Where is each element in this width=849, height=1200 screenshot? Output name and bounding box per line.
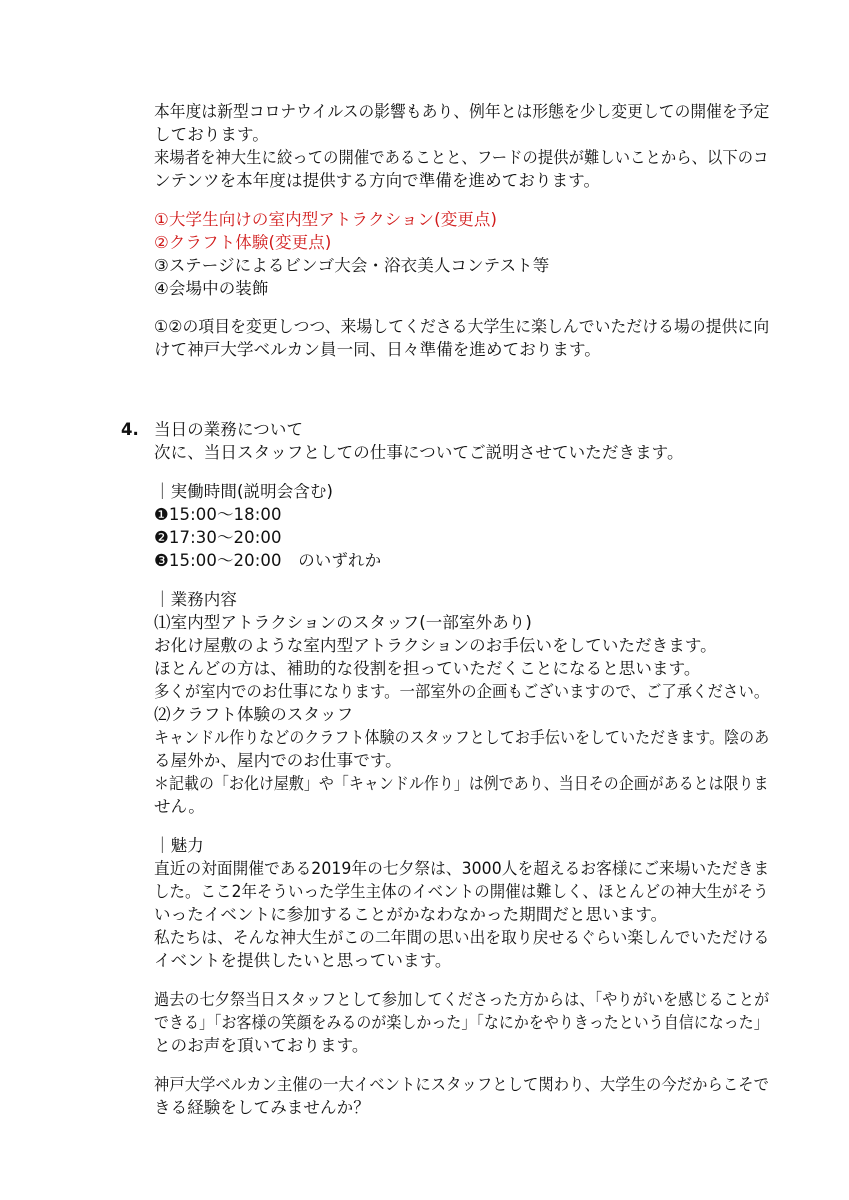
content-item-stage: ③ステージによるビンゴ大会・浴衣美人コンテスト等 [154, 256, 550, 275]
hours-slot-3: ❸15:00～20:00 のいずれか [154, 551, 382, 570]
content-item-craft-changed: ②クラフト体験(変更点) [154, 233, 332, 252]
intro-line-1: 本年度は新型コロナウイルスの影響もあり、例年とは形態を少し変更しての開催を予定 [154, 102, 770, 121]
duties-line-7: る屋外か、屋内でのお仕事です。 [154, 751, 402, 770]
hours-heading: ｜実働時間(説明会含む) [154, 482, 334, 501]
appeal-p1-line-2: した。ここ2年そういった学生主体のイベントの開催は難しく、ほとんどの神大生がそう [154, 882, 769, 901]
appeal-p1-line-5: イベントを提供したいと思っています。 [154, 951, 452, 970]
appeal-p2-line-2: できる」「お客様の笑顔をみるのが楽しかった」「なにかをやりきったという自信になった」 [154, 1013, 769, 1032]
appeal-p3-line-2: きる経験をしてみませんか？ [154, 1098, 370, 1117]
section-number: 4. [121, 420, 139, 439]
duties-line-3: ほとんどの方は、補助的な役割を担っていただくことになると思います。 [154, 659, 701, 678]
content-item-attraction-changed: ①大学生向けの室内型アトラクション(変更点) [154, 210, 498, 229]
contents-note-line-1: ①②の項目を変更しつつ、来場してくださる大学生に楽しんでいただける場の提供に向 [154, 317, 770, 336]
appeal-heading: ｜魅力 [154, 836, 204, 855]
appeal-p1-line-3: いったイベントに参加することがかなわなかった期間だと思います。 [154, 905, 668, 924]
intro-line-2: しております。 [154, 125, 269, 144]
appeal-p1-line-1: 直近の対面開催である2019年の七夕祭は、3000人を超えるお客様にご来場いただきま [154, 859, 770, 878]
hours-slot-2: ❷17:30～20:00 [154, 528, 282, 547]
duties-line-1: ⑴室内型アトラクションのスタッフ(一部室外あり) [154, 613, 532, 632]
duties-line-4: 多くが室内でのお仕事になります。一部室外の企画もございますので、ご了承ください。 [154, 682, 770, 701]
duties-line-2: お化け屋敷のような室内型アトラクションのお手伝いをしていただきます。 [154, 636, 717, 655]
section-title: 当日の業務について [154, 420, 304, 439]
appeal-p3-line-1: 神戸大学ベルカン主催の一大イベントにスタッフとして関わり、大学生の今だからこそで [154, 1075, 769, 1094]
content-item-decoration: ④会場中の装飾 [154, 279, 269, 298]
duties-line-5: ⑵クラフト体験のスタッフ [154, 705, 354, 724]
duties-line-8: ＊記載の「お化け屋敷」や「キャンドル作り」は例であり、当日その企画があるとは限りま [154, 774, 769, 793]
intro-line-4: ンテンツを本年度は提供する方向で準備を進めております。 [154, 171, 601, 190]
section-intro: 次に、当日スタッフとしての仕事についてご説明させていただきます。 [154, 443, 684, 462]
hours-slot-1: ❶15:00～18:00 [154, 505, 282, 524]
appeal-p1-line-4: 私たちは、そんな神大生がこの二年間の思い出を取り戻せるぐらい楽しんでいただける [154, 928, 770, 947]
appeal-p2-line-3: とのお声を頂いております。 [154, 1036, 369, 1055]
duties-line-6: キャンドル作りなどのクラフト体験のスタッフとしてお手伝いをしていただきます。陰のあ [154, 728, 770, 747]
duties-line-9: せん。 [154, 797, 205, 816]
appeal-p2-line-1: 過去の七夕祭当日スタッフとして参加してくださった方からは、「やりがいを感じることが [154, 990, 770, 1009]
intro-line-3: 来場者を神大生に絞っての開催であることと、フードの提供が難しいことから、以下のコ [154, 148, 769, 167]
duties-heading: ｜業務内容 [154, 590, 237, 609]
contents-note-line-2: けて神戸大学ベルカン員一同、日々準備を進めております。 [154, 340, 601, 359]
